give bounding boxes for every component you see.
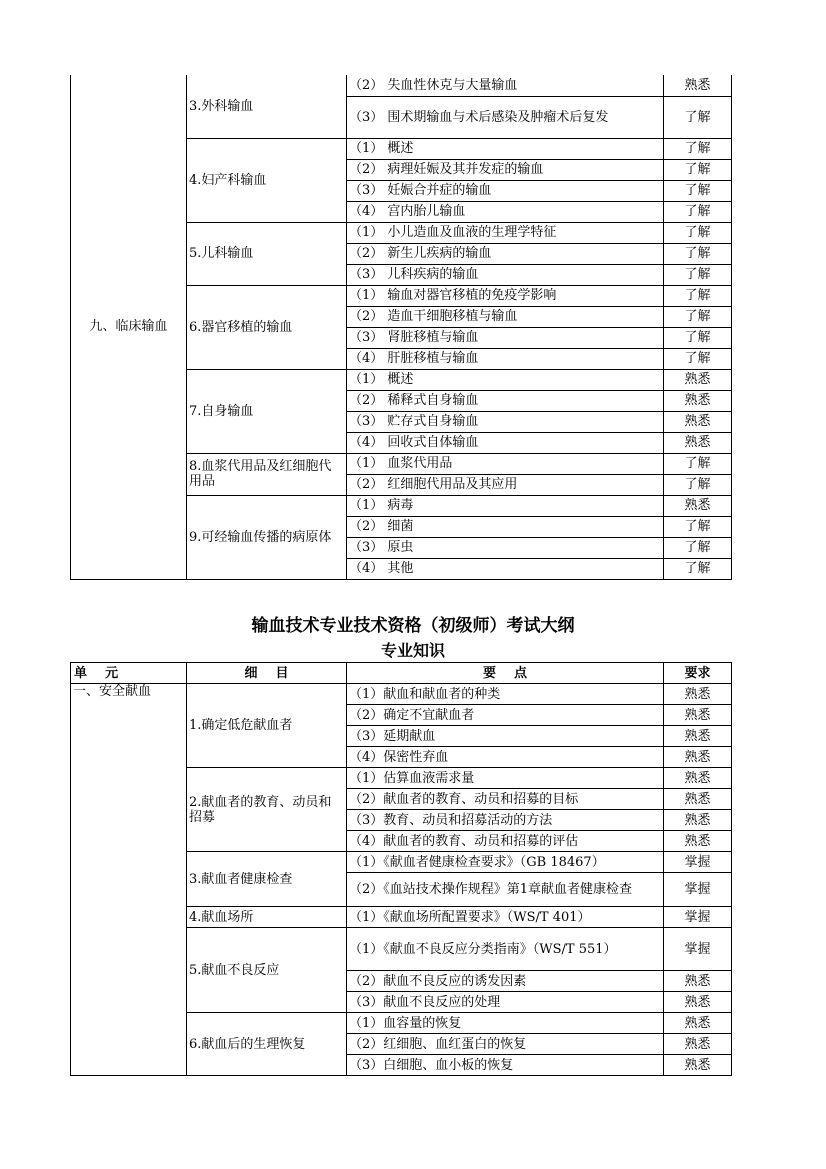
requirement-cell: 熟悉	[664, 1013, 732, 1034]
requirement-cell: 了解	[664, 285, 732, 306]
syllabus-table	[70, 662, 732, 1076]
requirement-cell: 熟悉	[664, 810, 732, 831]
point-cell: （2） 红细胞代用品及其应用	[347, 474, 664, 495]
point-cell: （3） 肾脏移植与输血	[347, 327, 664, 348]
unit-cell: 一、安全献血	[71, 684, 187, 1076]
point-cell: （3） 贮存式自身输血	[347, 411, 664, 432]
point-cell: （2） 病理妊娠及其并发症的输血	[347, 159, 664, 180]
requirement-cell: 了解	[664, 306, 732, 327]
requirement-cell: 熟悉	[664, 971, 732, 992]
point-cell: （1）《献血者健康检查要求》（GB 18467）	[347, 852, 664, 873]
requirement-cell: 熟悉	[664, 432, 732, 453]
requirement-cell: 熟悉	[664, 831, 732, 852]
detail-cell: 1.确定低危献血者	[187, 684, 347, 768]
requirement-cell: 熟悉	[664, 768, 732, 789]
requirement-cell: 了解	[664, 264, 732, 285]
requirement-cell: 了解	[664, 474, 732, 495]
requirement-cell: 熟悉	[664, 747, 732, 768]
unit-cell	[71, 75, 187, 579]
requirement-cell: 熟悉	[664, 411, 732, 432]
point-cell: （2）《血站技术操作规程》第1章献血者健康检查	[347, 873, 664, 907]
point-cell: （2）献血者的教育、动员和招募的目标	[347, 789, 664, 810]
point-cell: （1） 病毒	[347, 495, 664, 516]
requirement-cell: 了解	[664, 201, 732, 222]
requirement-cell: 了解	[664, 558, 732, 579]
point-cell: （1） 概述	[347, 138, 664, 159]
requirement-cell: 熟悉	[664, 705, 732, 726]
requirement-cell: 熟悉	[664, 1034, 732, 1055]
point-cell: （1） 血浆代用品	[347, 453, 664, 474]
point-cell: （2）红细胞、血红蛋白的恢复	[347, 1034, 664, 1055]
point-cell: （3） 妊娠合并症的输血	[347, 180, 664, 201]
detail-cell: 8.血浆代用品及红细胞代用品	[187, 453, 347, 495]
point-cell: （2）献血不良反应的诱发因素	[347, 971, 664, 992]
document-title: 输血技术专业技术资格（初级师）考试大纲	[251, 616, 575, 636]
requirement-cell: 掌握	[664, 873, 732, 907]
point-cell: （1）《献血不良反应分类指南》（WS/T 551）	[347, 928, 664, 971]
table-header-row	[71, 663, 732, 684]
point-cell: （3）延期献血	[347, 726, 664, 747]
requirement-cell: 熟悉	[664, 684, 732, 705]
detail-cell: 3.外科输血	[187, 75, 347, 138]
point-cell: （2） 稀释式自身输血	[347, 390, 664, 411]
header-detail: 细 目	[187, 663, 347, 684]
requirement-cell: 了解	[664, 96, 732, 138]
detail-cell: 4.献血场所	[187, 907, 347, 928]
table-row	[71, 684, 732, 705]
requirement-cell: 掌握	[664, 928, 732, 971]
point-cell: （2）确定不宜献血者	[347, 705, 664, 726]
point-cell: （3）白细胞、血小板的恢复	[347, 1055, 664, 1076]
requirement-cell: 了解	[664, 327, 732, 348]
requirement-cell: 了解	[664, 180, 732, 201]
requirement-cell: 熟悉	[664, 726, 732, 747]
point-cell: （3） 原虫	[347, 537, 664, 558]
point-cell: （3）献血不良反应的处理	[347, 992, 664, 1013]
requirement-cell: 掌握	[664, 907, 732, 928]
point-cell: （1）《献血场所配置要求》（WS/T 401）	[347, 907, 664, 928]
requirement-cell: 了解	[664, 222, 732, 243]
point-cell: （3）教育、动员和招募活动的方法	[347, 810, 664, 831]
detail-cell: 7.自身输血	[187, 369, 347, 453]
point-cell: （4）献血者的教育、动员和招募的评估	[347, 831, 664, 852]
detail-cell: 6.献血后的生理恢复	[187, 1013, 347, 1076]
point-cell: （2） 造血干细胞移植与输血	[347, 306, 664, 327]
detail-cell: 6.器官移植的输血	[187, 285, 347, 369]
point-cell: （1）估算血液需求量	[347, 768, 664, 789]
detail-cell: 5.献血不良反应	[187, 928, 347, 1013]
requirement-cell: 熟悉	[664, 390, 732, 411]
point-cell: （1） 输血对器官移植的免疫学影响	[347, 285, 664, 306]
detail-cell: 3.献血者健康检查	[187, 852, 347, 907]
point-cell: （1）血容量的恢复	[347, 1013, 664, 1034]
requirement-cell: 了解	[664, 537, 732, 558]
point-cell: （1）献血和献血者的种类	[347, 684, 664, 705]
point-cell: （4） 回收式自体输血	[347, 432, 664, 453]
point-cell: （2） 细菌	[347, 516, 664, 537]
requirement-cell: 熟悉	[664, 495, 732, 516]
point-cell: （4） 宫内胎儿输血	[347, 201, 664, 222]
point-cell: （4） 其他	[347, 558, 664, 579]
point-cell: （4）保密性弃血	[347, 747, 664, 768]
requirement-cell: 了解	[664, 243, 732, 264]
header-point: 要 点	[347, 663, 664, 684]
requirement-cell: 了解	[664, 138, 732, 159]
point-cell: （3） 儿科疾病的输血	[347, 264, 664, 285]
requirement-cell: 熟悉	[664, 75, 732, 96]
header-unit: 单 元	[71, 663, 187, 684]
detail-cell: 2.献血者的教育、动员和招募	[187, 768, 347, 852]
requirement-cell: 熟悉	[664, 1055, 732, 1076]
requirement-cell: 了解	[664, 159, 732, 180]
document-subtitle: 专业知识	[380, 641, 445, 660]
point-cell: （1） 概述	[347, 369, 664, 390]
detail-cell: 9.可经输血传播的病原体	[187, 495, 347, 579]
point-cell: （2） 新生儿疾病的输血	[347, 243, 664, 264]
requirement-cell: 熟悉	[664, 992, 732, 1013]
requirement-cell: 了解	[664, 516, 732, 537]
requirement-cell: 了解	[664, 348, 732, 369]
point-cell: （2） 失血性休克与大量输血	[347, 75, 664, 96]
unit-label: 九、临床输血	[89, 319, 168, 335]
requirement-cell: 熟悉	[664, 369, 732, 390]
point-cell: （4） 肝脏移植与输血	[347, 348, 664, 369]
header-requirement: 要求	[664, 663, 732, 684]
table-row	[71, 75, 732, 96]
requirement-cell: 了解	[664, 453, 732, 474]
detail-cell: 4.妇产科输血	[187, 138, 347, 222]
continued-syllabus-table	[70, 75, 732, 580]
point-cell: （1） 小儿造血及血液的生理学特征	[347, 222, 664, 243]
point-cell: （3） 围术期输血与术后感染及肿瘤术后复发	[347, 96, 664, 138]
requirement-cell: 熟悉	[664, 789, 732, 810]
requirement-cell: 掌握	[664, 852, 732, 873]
detail-cell: 5.儿科输血	[187, 222, 347, 285]
